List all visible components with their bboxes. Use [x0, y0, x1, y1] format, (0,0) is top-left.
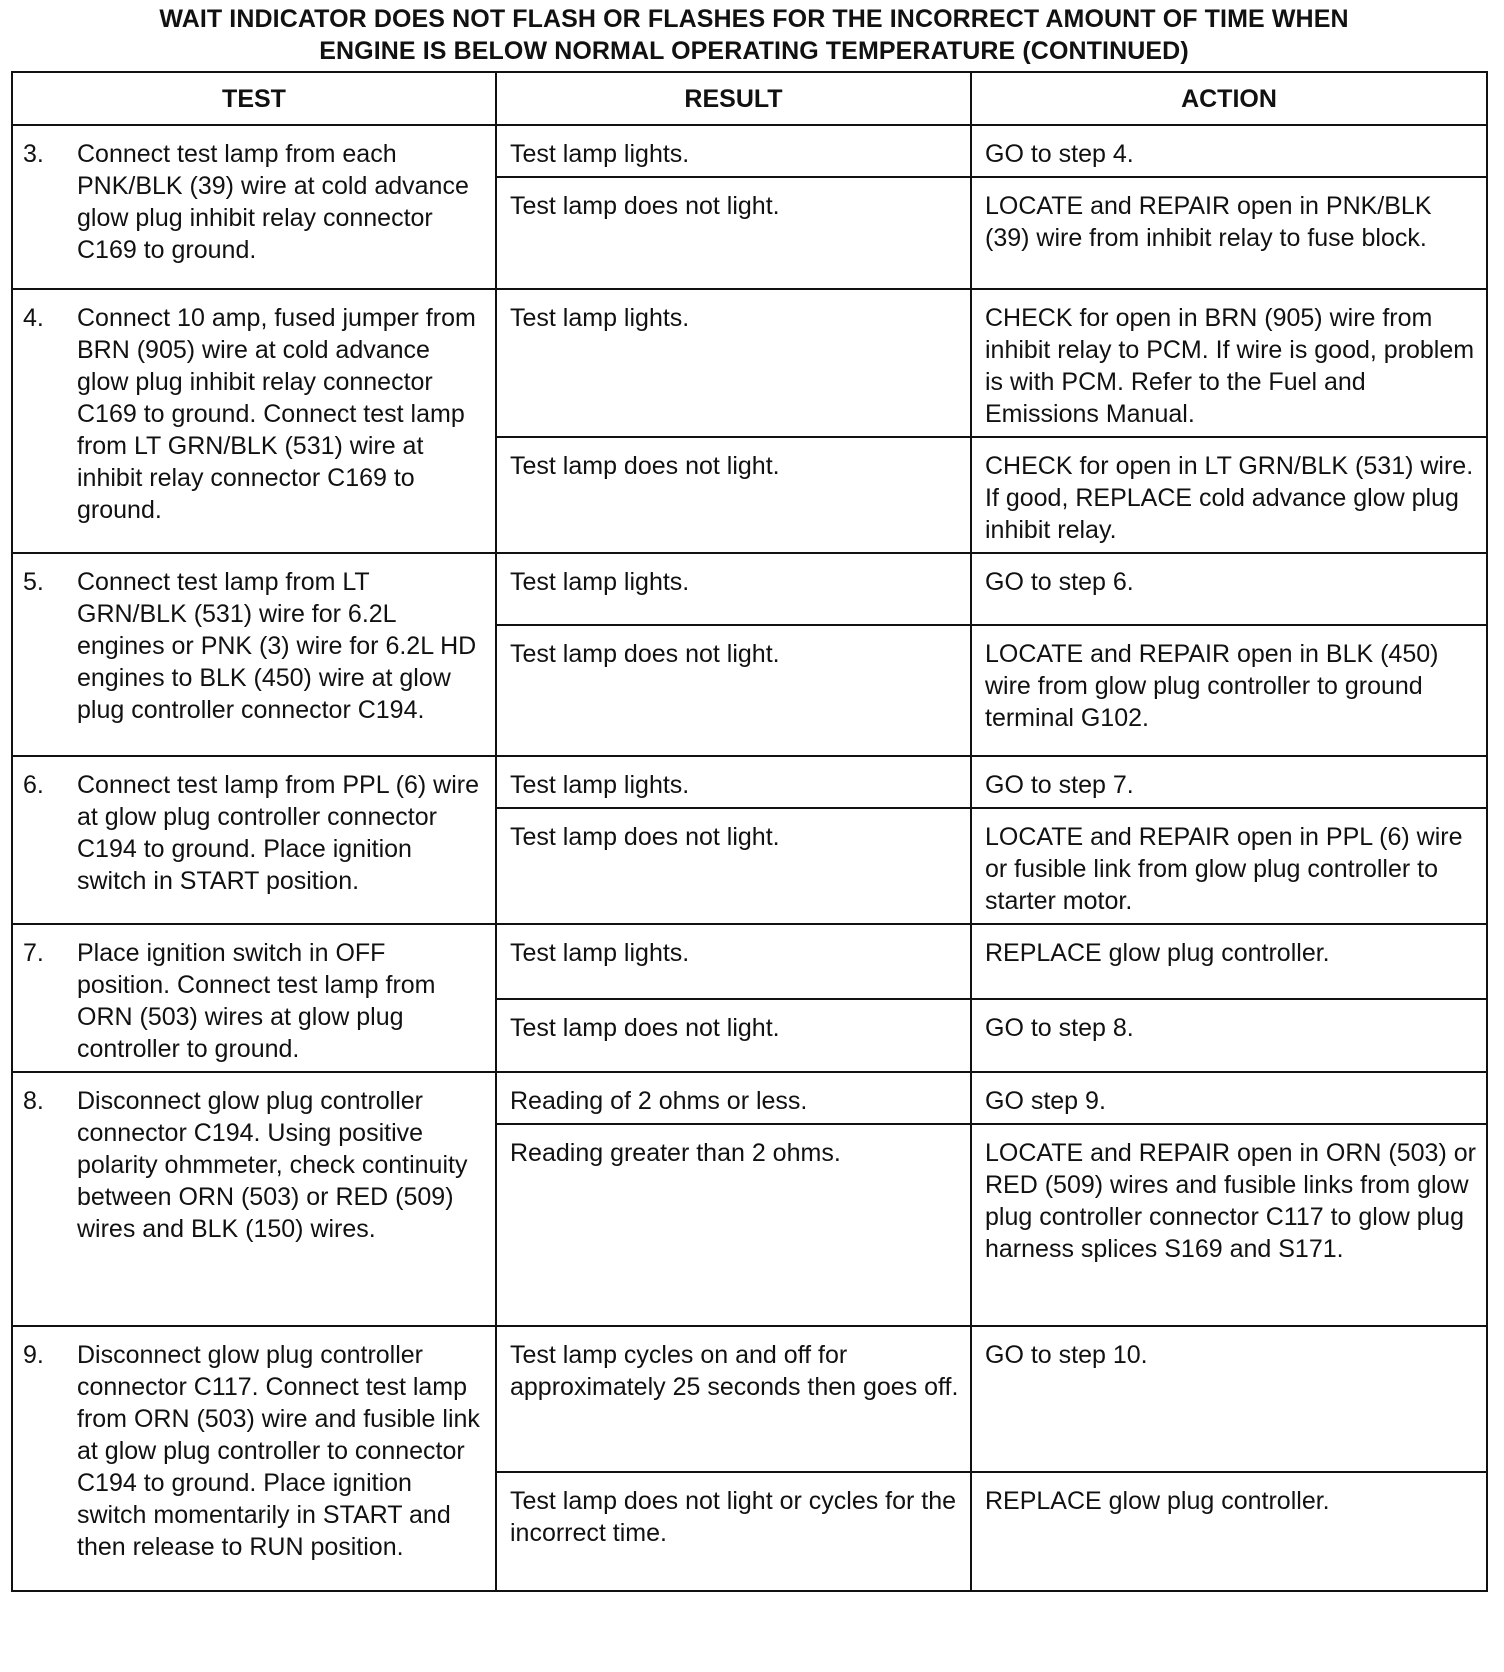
action-cell: GO to step 6. [971, 553, 1487, 625]
result-cell: Test lamp lights. [496, 924, 971, 999]
test-cell [12, 289, 496, 553]
result-cell: Test lamp lights. [496, 289, 971, 437]
test-cell [12, 125, 496, 289]
table-row [12, 1072, 1487, 1124]
action-cell: CHECK for open in LT GRN/BLK (531) wire. If good, REPLACE cold advance glow plug inhibit relay. [971, 437, 1487, 553]
title-line-1: WAIT INDICATOR DOES NOT FLASH OR FLASHES FOR THE INCORRECT AMOUNT OF TIME WHEN [159, 5, 1349, 33]
title-line-2: ENGINE IS BELOW NORMAL OPERATING TEMPERATURE (CONTINUED) [319, 37, 1189, 65]
test-text: Connect test lamp from each PNK/BLK (39) wire at cold advance glow plug inhibit relay connector C169 to ground. [77, 140, 469, 264]
action-cell: GO to step 4. [971, 125, 1487, 177]
result-cell: Test lamp cycles on and off for approximately 25 seconds then goes off. [496, 1326, 971, 1472]
test-text: Connect test lamp from PPL (6) wire at glow plug controller connector C194 to ground. Place ignition switch in START position. [77, 771, 479, 895]
action-cell: GO to step 10. [971, 1326, 1487, 1472]
table-row [12, 289, 1487, 437]
action-cell: REPLACE glow plug controller. [971, 1472, 1487, 1591]
test-text: Disconnect glow plug controller connector C117. Connect test lamp from ORN (503) wire and fusible link at glow plug controller to connector C194 to ground. Place ignition switch momentarily in START and then release to RUN position. [77, 1341, 480, 1561]
action-cell: GO to step 8. [971, 999, 1487, 1072]
step-number: 8. [23, 1087, 44, 1115]
table-row [12, 756, 1487, 808]
test-text: Connect 10 amp, fused jumper from BRN (905) wire at cold advance glow plug inhibit relay connector C169 to ground. Connect test lamp from LT GRN/BLK (531) wire at inhibit relay connector C169 to ground. [77, 304, 476, 524]
table-row [12, 553, 1487, 625]
result-cell: Test lamp does not light. [496, 625, 971, 756]
test-text: Connect test lamp from LT GRN/BLK (531) wire for 6.2L engines or PNK (3) wire for 6.2L HD engines to BLK (450) wire at glow plug controller connector C194. [77, 568, 477, 724]
action-cell: REPLACE glow plug controller. [971, 924, 1487, 999]
result-cell: Reading greater than 2 ohms. [496, 1124, 971, 1326]
result-cell: Test lamp does not light. [496, 999, 971, 1072]
table-row [12, 125, 1487, 177]
step-number: 5. [23, 568, 44, 596]
step-number: 3. [23, 140, 44, 168]
result-cell: Test lamp does not light. [496, 177, 971, 289]
test-text: Place ignition switch in OFF position. Connect test lamp from ORN (503) wires at glow plug controller to ground. [77, 939, 436, 1063]
test-cell [12, 924, 496, 1072]
test-cell [12, 756, 496, 924]
result-cell: Test lamp lights. [496, 125, 971, 177]
result-cell: Test lamp lights. [496, 756, 971, 808]
result-cell: Test lamp lights. [496, 553, 971, 625]
result-cell: Reading of 2 ohms or less. [496, 1072, 971, 1124]
action-cell: GO step 9. [971, 1072, 1487, 1124]
test-text: Disconnect glow plug controller connector C194. Using positive polarity ohmmeter, check continuity between ORN (503) or RED (509) wires and BLK (150) wires. [77, 1087, 468, 1243]
column-header-test: TEST [12, 72, 496, 125]
action-cell: LOCATE and REPAIR open in ORN (503) or RED (509) wires and fusible links from glow plug controller connector C117 to glow plug harness splices S169 and S171. [971, 1124, 1487, 1326]
table-row [12, 924, 1487, 999]
step-number: 9. [23, 1341, 44, 1369]
page-title [10, 3, 1498, 67]
result-cell: Test lamp does not light or cycles for the incorrect time. [496, 1472, 971, 1591]
step-number: 7. [23, 939, 44, 967]
step-number: 4. [23, 304, 44, 332]
action-cell: LOCATE and REPAIR open in BLK (450) wire from glow plug controller to ground terminal G102. [971, 625, 1487, 756]
table-header-row [12, 72, 1487, 125]
result-cell: Test lamp does not light. [496, 808, 971, 924]
column-header-action: ACTION [971, 72, 1487, 125]
test-cell [12, 553, 496, 756]
step-number: 6. [23, 771, 44, 799]
diagnostic-table [11, 71, 1488, 1592]
action-cell: GO to step 7. [971, 756, 1487, 808]
action-cell: CHECK for open in BRN (905) wire from inhibit relay to PCM. If wire is good, problem is with PCM. Refer to the Fuel and Emissions Manual. [971, 289, 1487, 437]
table-row [12, 1326, 1487, 1472]
column-header-result: RESULT [496, 72, 971, 125]
action-cell: LOCATE and REPAIR open in PPL (6) wire or fusible link from glow plug controller to starter motor. [971, 808, 1487, 924]
action-cell: LOCATE and REPAIR open in PNK/BLK (39) wire from inhibit relay to fuse block. [971, 177, 1487, 289]
result-cell: Test lamp does not light. [496, 437, 971, 553]
test-cell [12, 1072, 496, 1326]
test-cell [12, 1326, 496, 1591]
